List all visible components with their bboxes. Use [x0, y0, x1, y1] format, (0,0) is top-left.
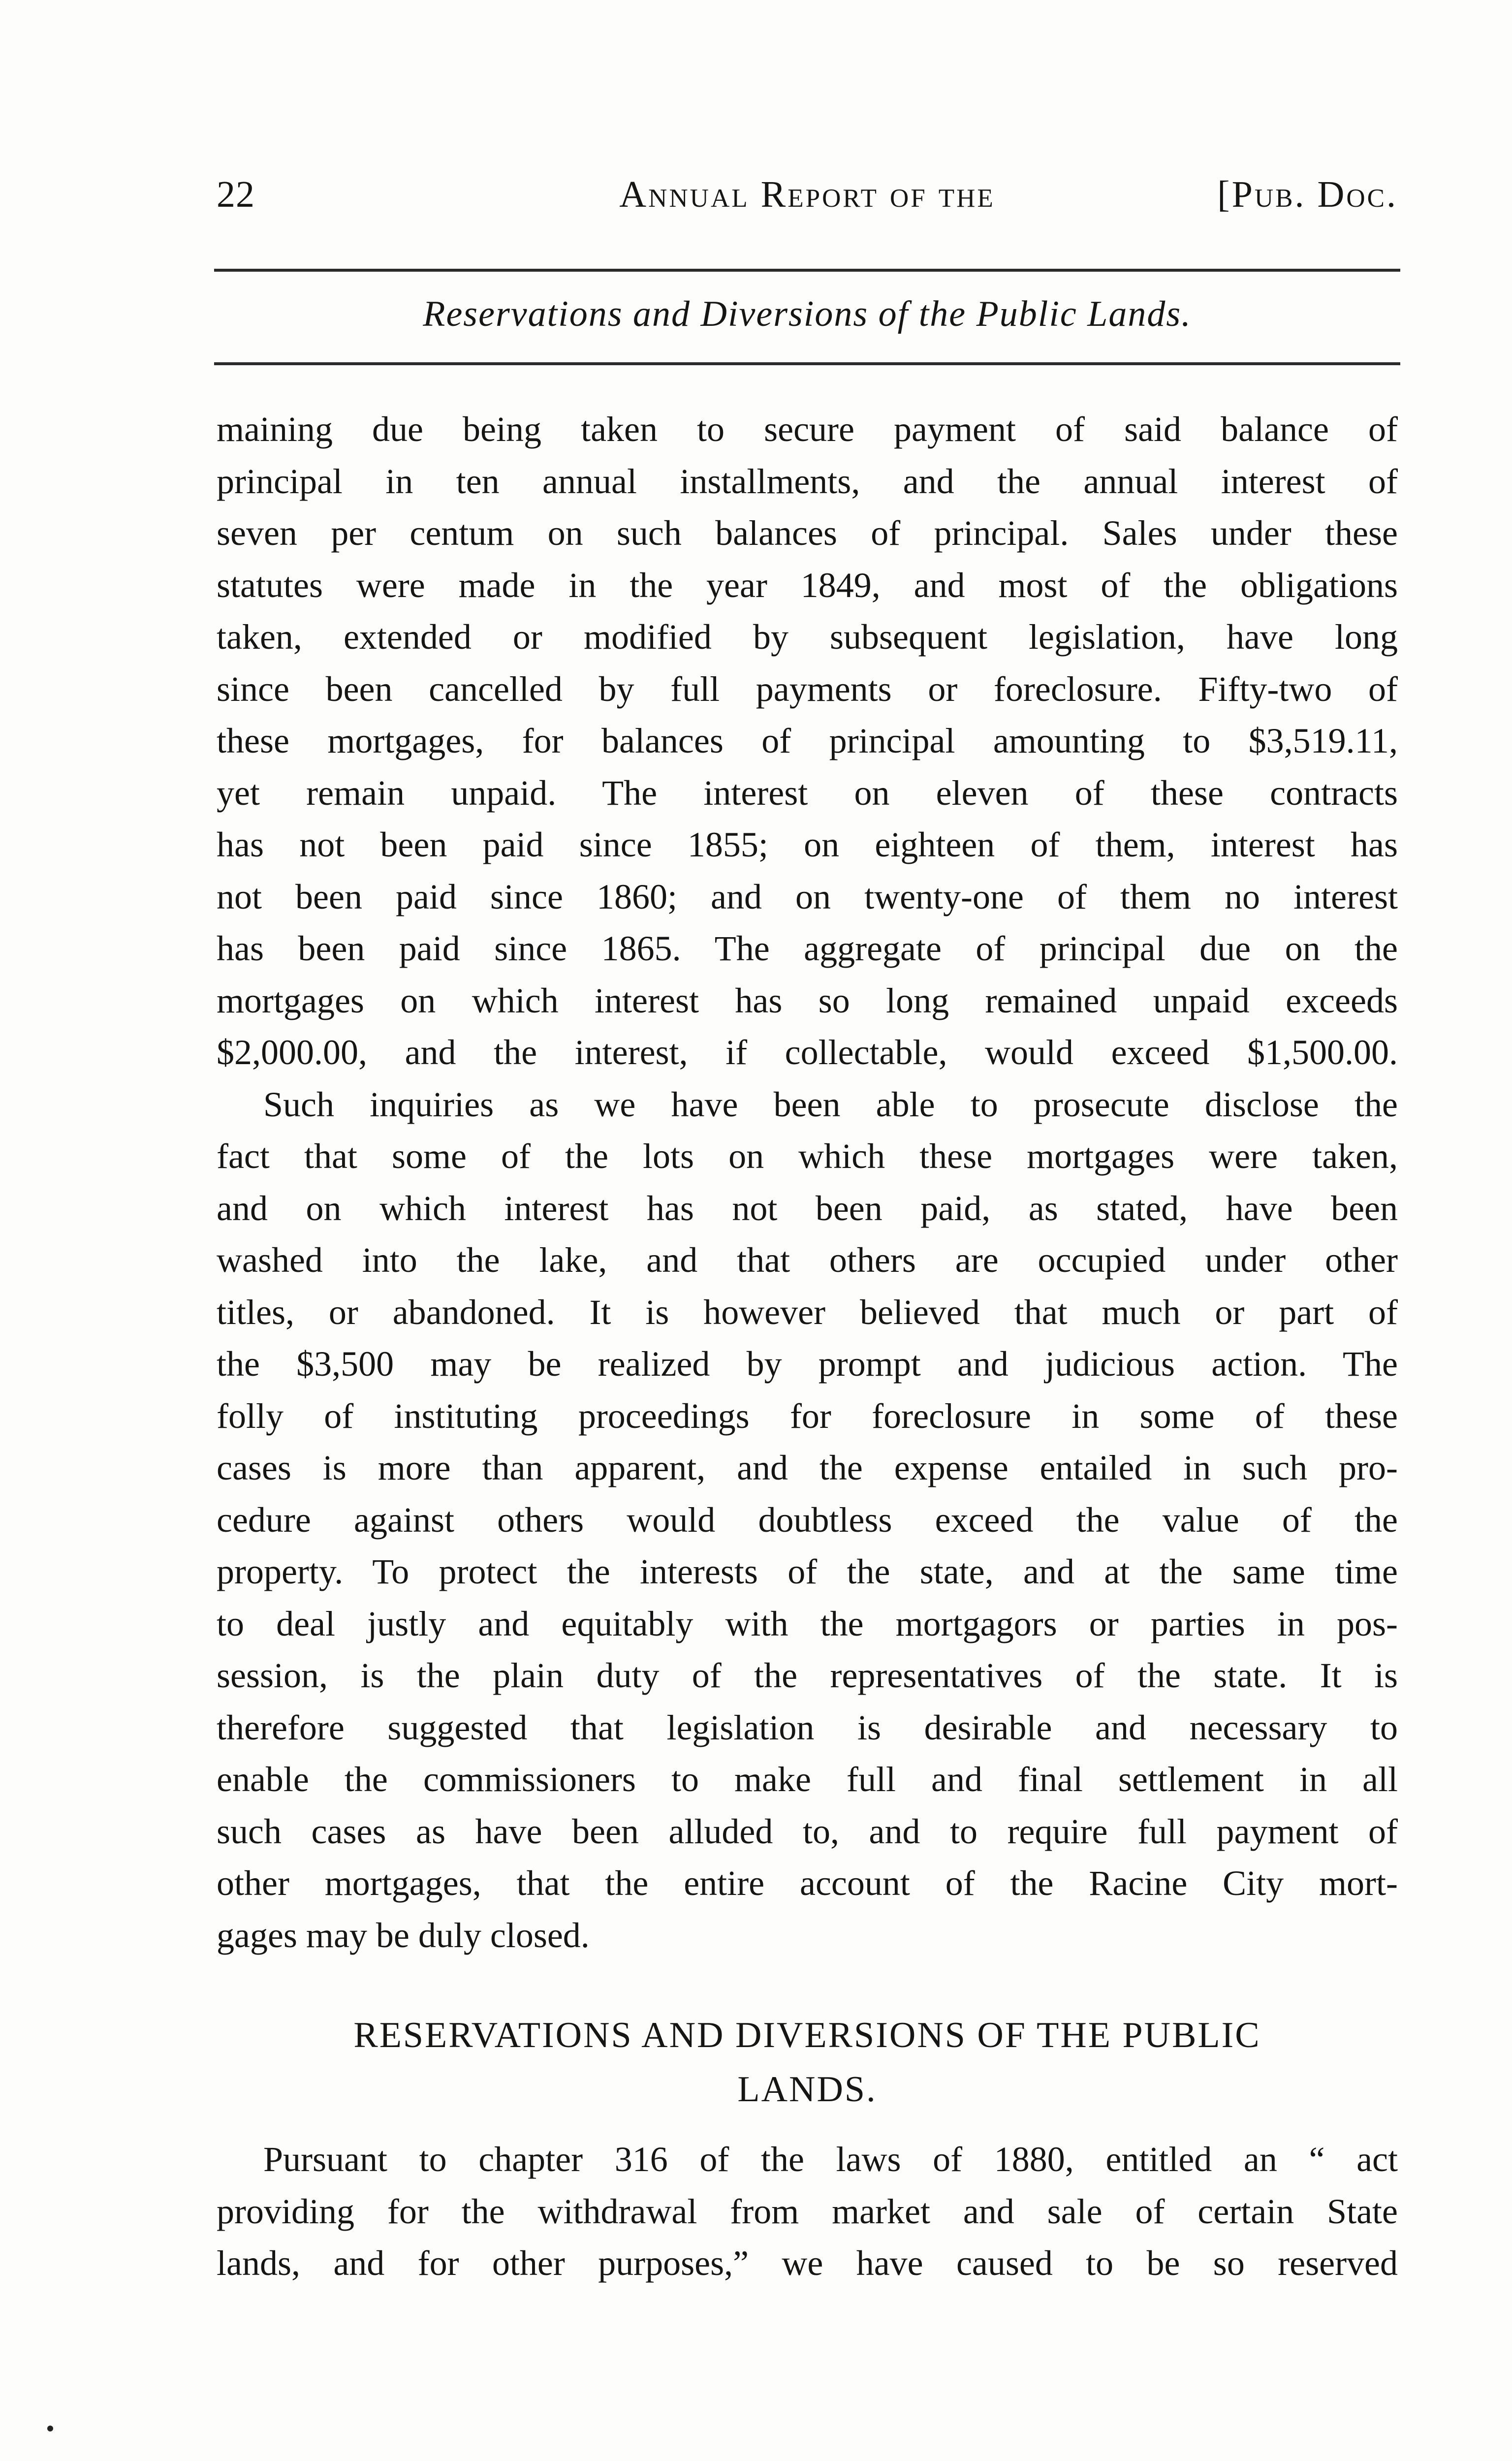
paragraph-2: [217, 1079, 1398, 1962]
section-subheader: Reservations and Diversions of the Public Lands.: [423, 294, 1192, 334]
text-line: session, is the plain duty of the representatives of the state. It is: [217, 1656, 1398, 1695]
header-rule-top: [214, 269, 1400, 272]
text-line: therefore suggested that legislation is desirable and necessary to: [217, 1707, 1398, 1747]
header-rule-bottom: [214, 362, 1400, 365]
text-line: since been cancelled by full payments or foreclosure. Fifty-two of: [217, 669, 1398, 709]
running-header: [217, 162, 1398, 226]
header-title: Annual Report of the: [619, 174, 995, 215]
scan-mark: [47, 2426, 53, 2431]
text-line: such cases as have been alluded to, and to require full payment of: [217, 1811, 1398, 1851]
text-line: statutes were made in the year 1849, and most of the obligations: [217, 565, 1398, 605]
text-line: taken, extended or modified by subsequent legislation, have long: [217, 617, 1398, 657]
text-line: Pursuant to chapter 316 of the laws of 1880, entitled an “ act: [263, 2140, 1398, 2179]
text-line: lands, and for other purposes,” we have caused to be so reserved: [217, 2243, 1398, 2283]
paragraph-3: [217, 2134, 1398, 2290]
page-number: 22: [217, 174, 255, 215]
body-text: [217, 404, 1398, 2290]
text-line: seven per centum on such balances of principal. Sales under these: [217, 513, 1398, 553]
text-line: mortgages on which interest has so long remained unpaid exceeds: [217, 980, 1398, 1020]
text-line: $2,000.00, and the interest, if collectable, would exceed $1,500.00.: [217, 1033, 1398, 1072]
text-line: folly of instituting proceedings for foreclosure in some of these: [217, 1396, 1398, 1436]
text-line: gages may be duly closed.: [217, 1915, 590, 1955]
text-line: cedure against others would doubtless exceed the value of the: [217, 1500, 1398, 1540]
text-line: to deal justly and equitably with the mortgagors or parties in pos-: [217, 1604, 1398, 1643]
text-line: maining due being taken to secure payment of said balance of: [217, 410, 1398, 449]
text-line: titles, or abandoned. It is however believed that much or part of: [217, 1292, 1398, 1332]
text-line: washed into the lake, and that others are occupied under other: [217, 1240, 1398, 1280]
text-line: cases is more than apparent, and the expense entailed in such pro-: [217, 1448, 1398, 1487]
text-line: property. To protect the interests of the state, and at the same time: [217, 1552, 1398, 1591]
text-line: fact that some of the lots on which these mortgages were taken,: [217, 1136, 1398, 1176]
section-heading-line-1: RESERVATIONS AND DIVERSIONS OF THE PUBLIC: [353, 2015, 1261, 2055]
text-line: enable the commissioners to make full and final settlement in all: [217, 1760, 1398, 1799]
text-line: the $3,500 may be realized by prompt and judicious action. The: [217, 1344, 1398, 1384]
section-heading-line-2: LANDS.: [737, 2069, 877, 2110]
text-line: these mortgages, for balances of principal amounting to $3,519.11,: [217, 721, 1398, 760]
text-line: other mortgages, that the entire account of the Racine City mort-: [217, 1863, 1398, 1903]
document-reference: [Pub. Doc.: [1217, 174, 1398, 215]
text-line: providing for the withdrawal from market and sale of certain State: [217, 2191, 1398, 2231]
section-heading: [217, 2008, 1398, 2116]
text-line: has not been paid since 1855; on eighteen of them, interest has: [217, 825, 1398, 864]
text-line: Such inquiries as we have been able to prosecute disclose the: [263, 1084, 1398, 1124]
paragraph-1: [217, 404, 1398, 1079]
text-line: and on which interest has not been paid, as stated, have been: [217, 1188, 1398, 1228]
text-line: has been paid since 1865. The aggregate of principal due on the: [217, 929, 1398, 968]
text-line: yet remain unpaid. The interest on eleven of these contracts: [217, 773, 1398, 813]
text-line: not been paid since 1860; and on twenty-one of them no interest: [217, 877, 1398, 916]
text-line: principal in ten annual installments, and the annual interest of: [217, 461, 1398, 501]
